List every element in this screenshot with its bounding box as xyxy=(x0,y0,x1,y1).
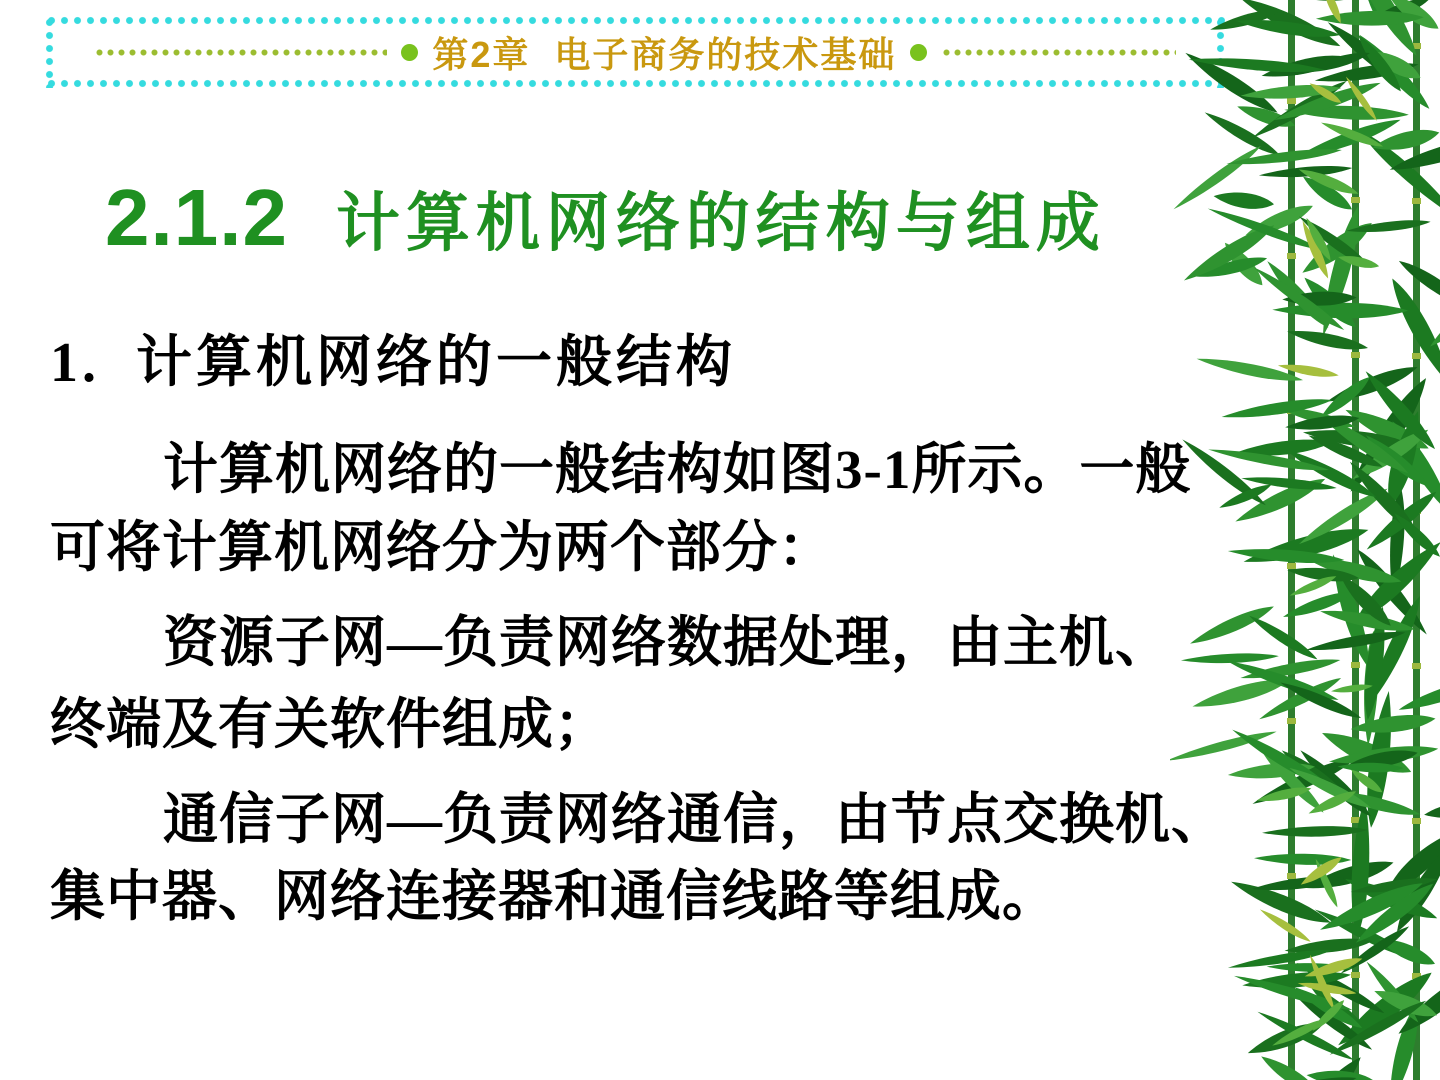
section-number: 2.1.2 xyxy=(105,173,288,262)
paragraph-line: 可将计算机网络分为两个部分： xyxy=(50,517,835,578)
list-item-heading: 1. 计算机网络的一般结构 xyxy=(50,332,736,394)
section-title xyxy=(105,172,1106,264)
paragraph-line: 终端及有关软件组成； xyxy=(50,694,611,755)
dotted-border-bottom xyxy=(45,79,1225,88)
bullet-dot-icon xyxy=(401,44,418,61)
chapter-title: 第2章 电子商务的技术基础 xyxy=(432,33,897,75)
dotted-border-left xyxy=(45,16,54,88)
section-title-text: 计算机网络的结构与组成 xyxy=(335,187,1106,259)
paragraph-line: 计算机网络的一般结构如图3-1所示。一般 xyxy=(163,439,1192,500)
paragraph-line: 集中器、网络连接器和通信线路等组成。 xyxy=(50,866,1059,927)
chapter-header-inner xyxy=(54,25,1216,79)
dotted-line-left xyxy=(94,48,387,57)
dotted-line-right xyxy=(941,48,1176,57)
bamboo-image xyxy=(1170,0,1440,1080)
chapter-header xyxy=(45,16,1225,88)
dotted-border-top xyxy=(45,16,1225,25)
bullet-dot-icon xyxy=(910,44,927,61)
paragraph-line: 通信子网—负责网络通信，由节点交换机、 xyxy=(163,789,1228,850)
paragraph-line: 资源子网—负责网络数据处理，由主机、 xyxy=(163,612,1172,673)
